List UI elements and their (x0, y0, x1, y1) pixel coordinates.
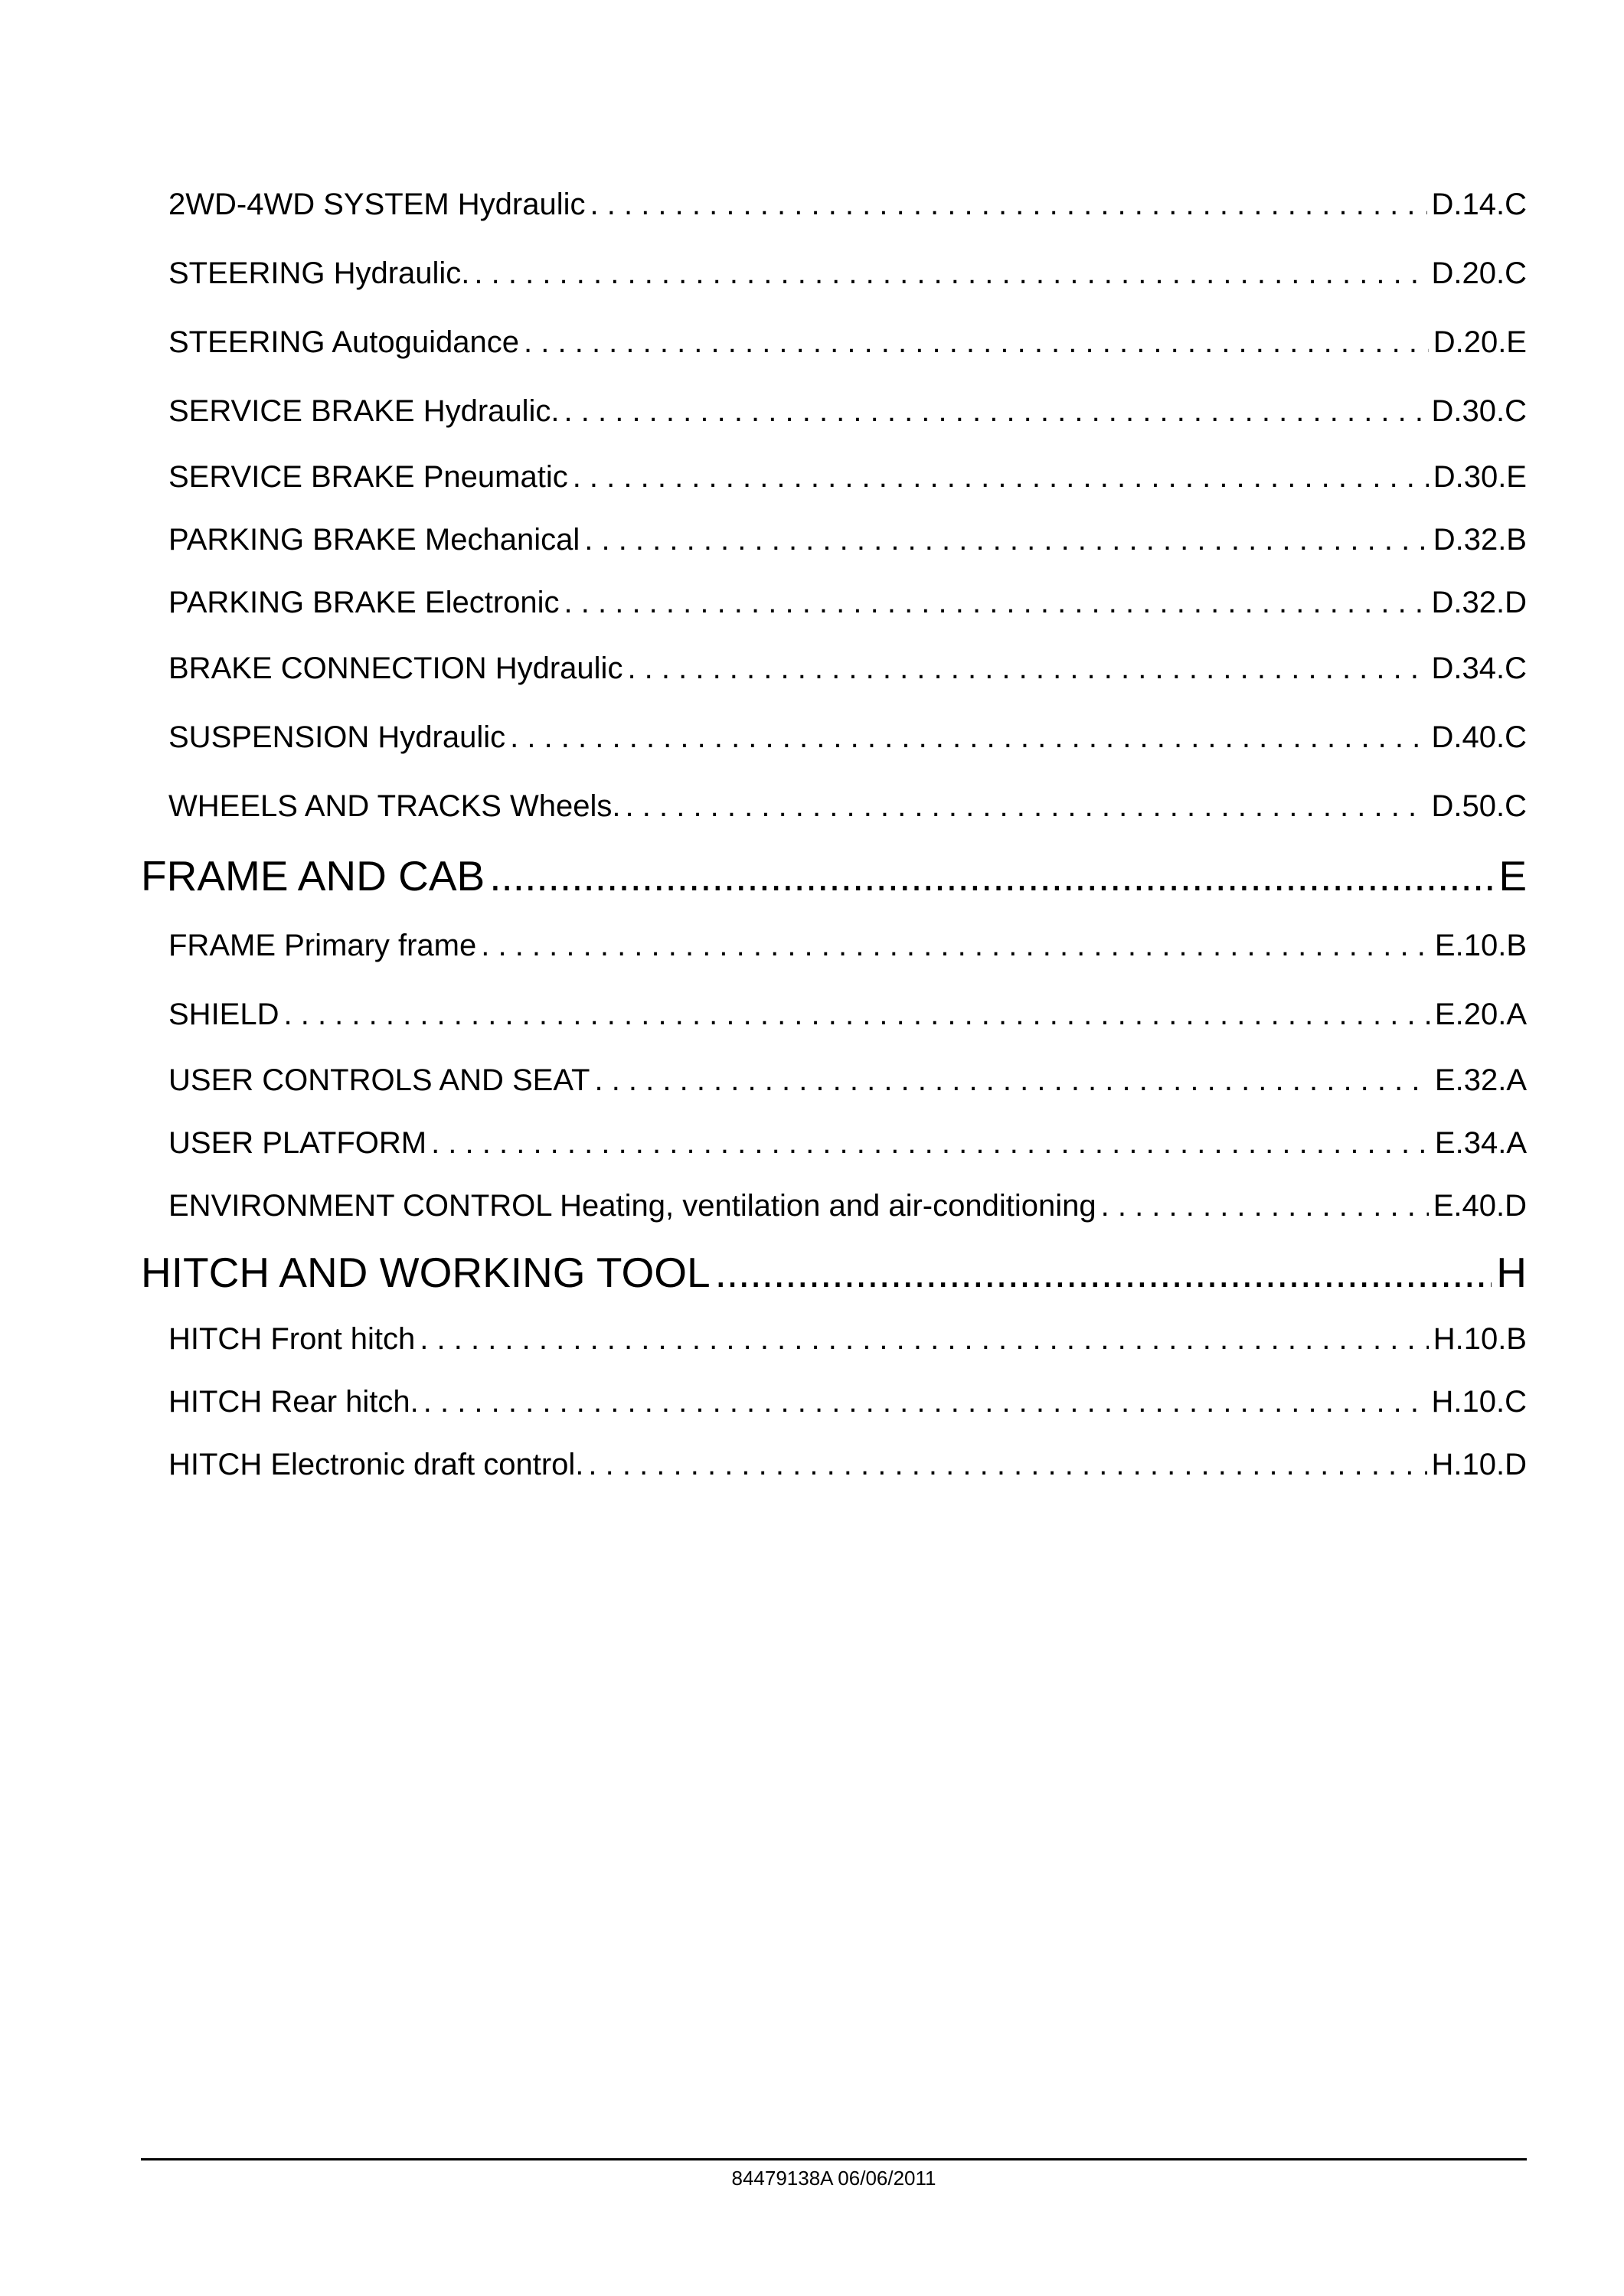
toc-entry-label: PARKING BRAKE Mechanical (168, 523, 580, 557)
toc-entry-label: FRAME Primary frame (168, 929, 477, 962)
toc-entry-ref: H.10.B (1433, 1322, 1527, 1356)
toc-entry[interactable] (141, 170, 1527, 239)
dot-leader (573, 446, 1429, 508)
toc-entry-label: SERVICE BRAKE Hydraulic. (168, 394, 560, 428)
toc-entry-label: SHIELD (168, 998, 279, 1031)
toc-section-label: HITCH AND WORKING TOOL (141, 1249, 711, 1296)
toc-entry-ref: D.34.C (1431, 652, 1527, 685)
toc-entry[interactable] (141, 446, 1527, 508)
toc-entry-ref: D.30.C (1431, 394, 1527, 428)
dot-leader (590, 170, 1427, 239)
toc-entry-ref: D.30.E (1433, 460, 1527, 494)
footer-divider (141, 2158, 1527, 2160)
table-of-contents (141, 170, 1527, 1496)
toc-entry-ref: E.10.B (1434, 929, 1527, 962)
dot-leader (627, 634, 1426, 703)
dot-leader (626, 772, 1427, 841)
toc-entry[interactable] (141, 772, 1527, 841)
toc-entry-label: SUSPENSION Hydraulic (168, 720, 506, 754)
toc-entry-ref: E.34.A (1434, 1126, 1527, 1160)
toc-entry[interactable] (141, 1370, 1527, 1433)
toc-entry-ref: D.32.B (1433, 523, 1527, 557)
toc-entry-ref: D.40.C (1431, 720, 1527, 754)
toc-section-ref: E (1498, 852, 1527, 900)
dot-leader (564, 377, 1427, 446)
toc-section-hitch-and-working-tool[interactable] (141, 1237, 1527, 1308)
toc-entry-label: HITCH Rear hitch. (168, 1385, 419, 1419)
toc-section-frame-and-cab[interactable] (141, 841, 1527, 911)
toc-entry[interactable] (141, 1112, 1527, 1174)
toc-entry-label: HITCH Electronic draft control. (168, 1448, 584, 1481)
toc-entry[interactable] (141, 980, 1527, 1049)
dot-leader (420, 1308, 1428, 1370)
toc-entry-label: WHEELS AND TRACKS Wheels. (168, 789, 621, 823)
dot-leader (431, 1112, 1430, 1174)
toc-entry-label: USER PLATFORM (168, 1126, 427, 1160)
toc-entry-ref: E.40.D (1433, 1189, 1527, 1223)
toc-entry-label: STEERING Autoguidance (168, 325, 520, 359)
toc-entry-ref: E.32.A (1434, 1063, 1527, 1097)
dot-leader (1101, 1174, 1429, 1237)
dot-leader (481, 911, 1430, 980)
toc-entry-ref: D.50.C (1431, 789, 1527, 823)
toc-entry-label: SERVICE BRAKE Pneumatic (168, 460, 568, 494)
toc-entry-label: ENVIRONMENT CONTROL Heating, ventilation and air-conditioning (168, 1189, 1096, 1223)
toc-entry-label: BRAKE CONNECTION Hydraulic (168, 652, 623, 685)
toc-entry[interactable] (141, 911, 1527, 980)
toc-entry-ref: D.20.E (1433, 325, 1527, 359)
dot-leader (474, 239, 1426, 308)
toc-entry[interactable] (141, 308, 1527, 377)
toc-entry[interactable] (141, 571, 1527, 634)
toc-entry-label: 2WD-4WD SYSTEM Hydraulic (168, 188, 586, 221)
toc-entry-label: PARKING BRAKE Electronic (168, 586, 560, 619)
toc-entry[interactable] (141, 377, 1527, 446)
toc-entry[interactable] (141, 508, 1527, 571)
toc-section-ref: H (1496, 1249, 1527, 1296)
dot-leader (584, 508, 1428, 571)
dot-leader (284, 980, 1430, 1049)
toc-entry[interactable] (141, 239, 1527, 308)
toc-entry[interactable] (141, 703, 1527, 772)
toc-entry-ref: D.20.C (1431, 256, 1527, 290)
toc-entry[interactable] (141, 1308, 1527, 1370)
toc-entry-ref: H.10.D (1431, 1448, 1527, 1481)
toc-entry-label: STEERING Hydraulic. (168, 256, 470, 290)
toc-entry[interactable] (141, 1049, 1527, 1112)
toc-entry-ref: E.20.A (1434, 998, 1527, 1031)
dot-leader (489, 841, 1494, 911)
toc-entry-ref: D.32.D (1431, 586, 1527, 619)
toc-entry[interactable] (141, 1433, 1527, 1496)
dot-leader (423, 1370, 1427, 1433)
dot-leader (524, 308, 1429, 377)
toc-entry[interactable] (141, 1174, 1527, 1237)
footer-document-id: 84479138A 06/06/2011 (731, 2167, 936, 2190)
dot-leader (715, 1237, 1492, 1308)
dot-leader (564, 571, 1427, 634)
toc-entry-label: USER CONTROLS AND SEAT (168, 1063, 590, 1097)
dot-leader (510, 703, 1426, 772)
toc-entry[interactable] (141, 634, 1527, 703)
dot-leader (594, 1049, 1430, 1112)
toc-section-label: FRAME AND CAB (141, 852, 485, 900)
toc-entry-ref: D.14.C (1431, 188, 1527, 221)
toc-entry-label: HITCH Front hitch (168, 1322, 416, 1356)
dot-leader (588, 1433, 1426, 1496)
toc-entry-ref: H.10.C (1431, 1385, 1527, 1419)
